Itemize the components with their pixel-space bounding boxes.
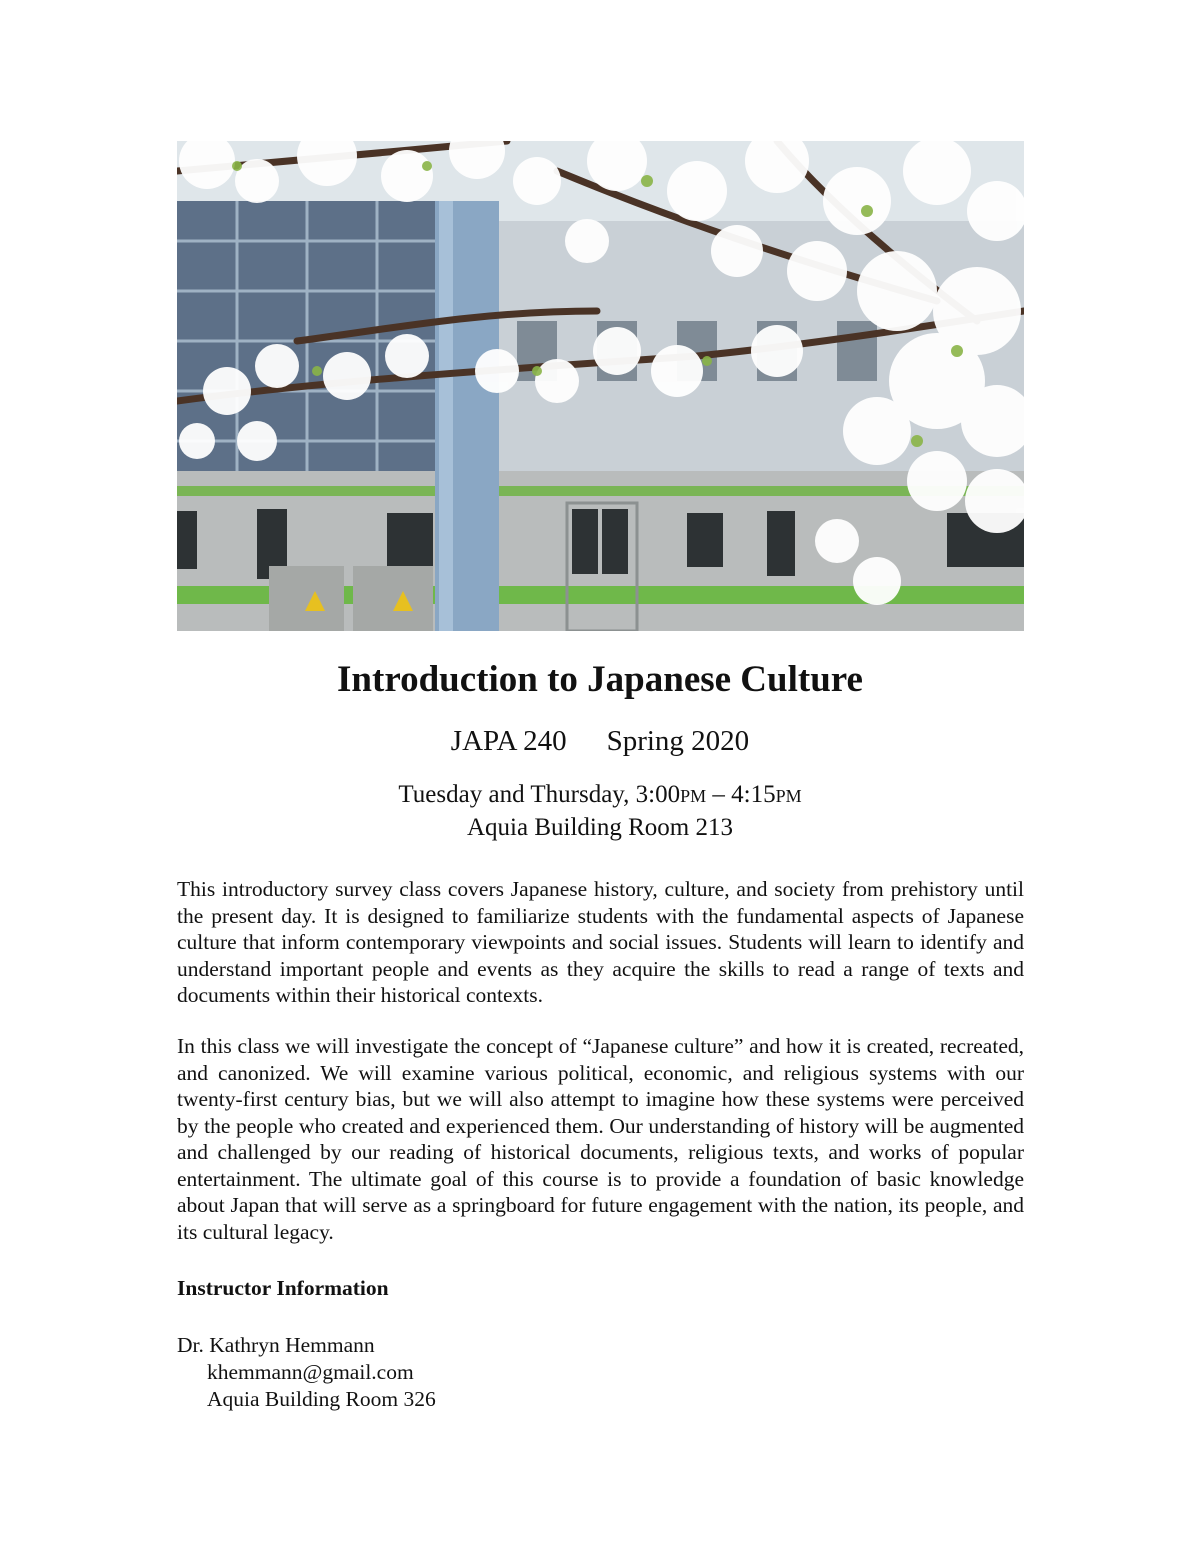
instructor-name: Dr. Kathryn Hemmann bbox=[177, 1333, 375, 1357]
instructor-email[interactable]: khemmann@gmail.com bbox=[207, 1360, 414, 1384]
start-ampm: PM bbox=[680, 786, 707, 806]
course-description-paragraph: This introductory survey class covers Japanese history, culture, and society from prehistory until the present day. It is designed to familiarize students with the fundamental aspects of Japanese culture that inform contemporary viewpoints and social issues. Students will learn to identify and understand important people and events as they acquire the skills to read a range of texts and documents within their historical contexts. bbox=[177, 877, 1024, 1007]
meeting-times bbox=[0, 779, 1200, 812]
end-ampm: PM bbox=[775, 786, 802, 806]
course-title: Introduction to Japanese Culture bbox=[337, 659, 863, 700]
course-code: JAPA 240 bbox=[450, 725, 567, 757]
instructor-office: Aquia Building Room 326 bbox=[207, 1387, 436, 1411]
instructor-heading: Instructor Information bbox=[177, 1276, 389, 1300]
meeting-location: Aquia Building Room 213 bbox=[467, 814, 733, 841]
course-term: Spring 2020 bbox=[606, 725, 750, 757]
schedule-block bbox=[0, 779, 1200, 843]
course-goals-paragraph: In this class we will investigate the concept of “Japanese culture” and how it is created, recreated, and canonized. We will examine various political, economic, and religious systems with our twenty-first century bias, but we will also attempt to imagine how these systems were perceived by the people who created and experienced them. Our understanding of history will be augmented and challenged by our reading of historical documents, religious texts, and works of popular entertainment. The ultimate goal of this course is to provide a foundation of basic knowledge about Japan that will serve as a springboard for future engagement with the nation, its people, and its cultural legacy. bbox=[177, 1034, 1024, 1244]
course-subtitle bbox=[0, 725, 1200, 758]
meeting-days: Tuesday and Thursday, 3:00 bbox=[398, 781, 681, 808]
cherry-blossom-train-photo bbox=[177, 141, 1024, 631]
end-time: – 4:15 bbox=[706, 781, 776, 808]
instructor-info bbox=[177, 1332, 436, 1413]
